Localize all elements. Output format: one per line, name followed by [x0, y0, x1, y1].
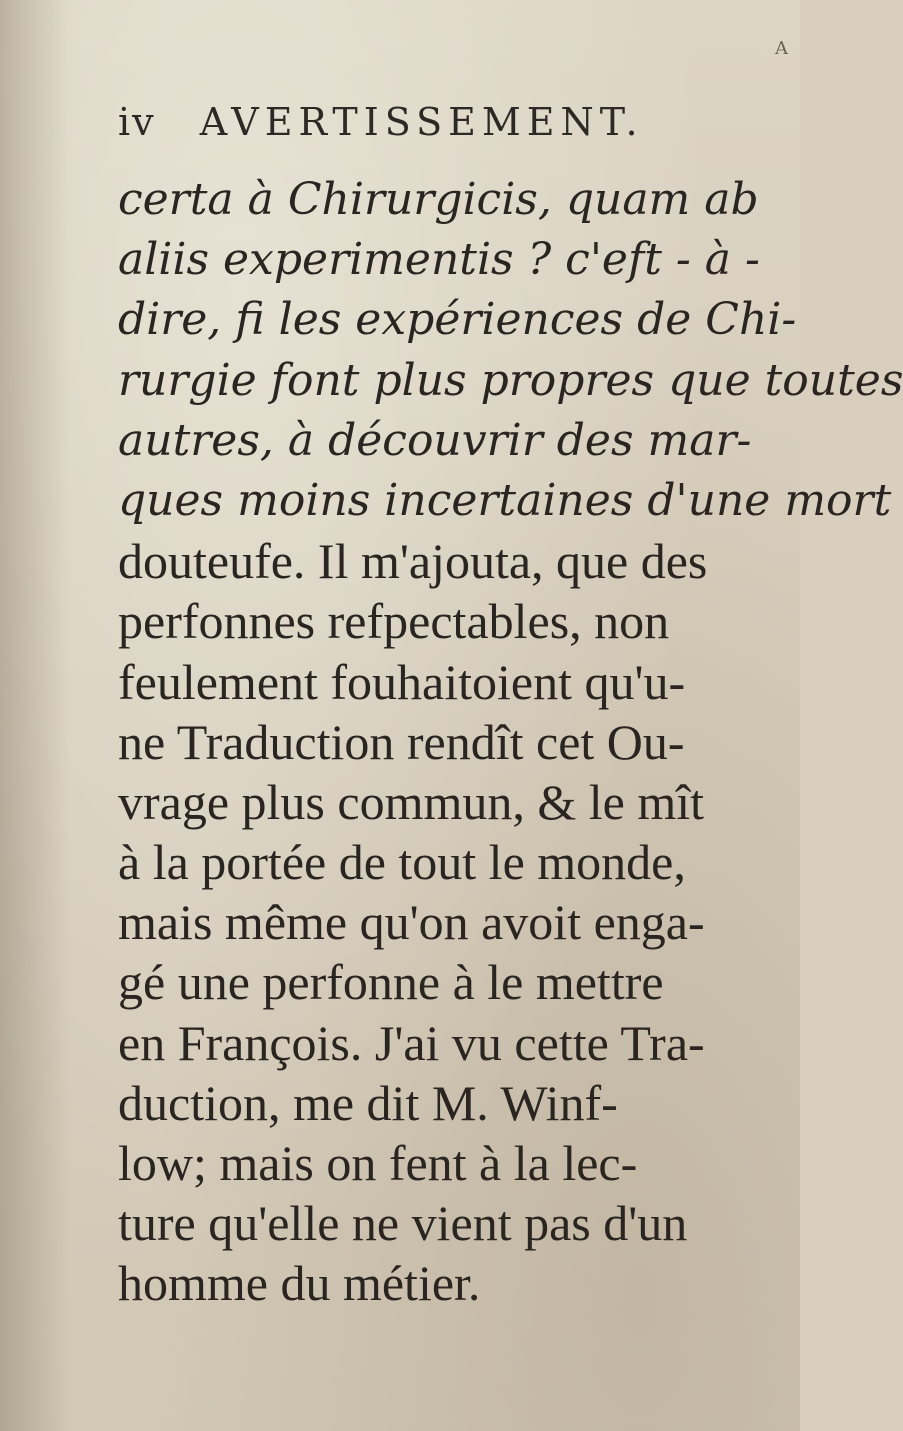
text-line: duction, me dit M. Winf-	[118, 1074, 618, 1131]
page-header	[118, 100, 738, 160]
binding-shadow	[0, 0, 70, 1431]
text-line: dire, fi les expériences de Chi-	[118, 294, 797, 346]
text-line: certa à Chirurgicis, quam ab	[118, 174, 759, 225]
body-text	[118, 170, 903, 1314]
corner-mark: A	[775, 38, 788, 59]
text-line: ques moins incertaines d'une mort	[118, 474, 892, 526]
text-line: autres, à découvrir des mar-	[118, 414, 752, 466]
running-head: AVERTISSEMENT.	[199, 100, 644, 144]
text-line: gé une perfonne à le mettre	[118, 954, 664, 1011]
text-line: vrage plus commun, & le mît	[118, 773, 705, 830]
text-line: feulement fouhaitoient qu'u-	[118, 653, 686, 710]
text-line: douteufe. Il m'ajouta, que des	[118, 533, 708, 590]
text-line: ne Traduction rendît cet Ou-	[118, 713, 685, 770]
text-line: mais même qu'on avoit enga-	[118, 894, 705, 951]
text-line: en François. J'ai vu cette Tra-	[118, 1014, 705, 1071]
folio: iv	[118, 100, 156, 144]
text-line: à la portée de tout le monde,	[118, 834, 686, 891]
text-line: low; mais on fent à la lec-	[118, 1135, 638, 1191]
text-line: ture qu'elle ne vient pas d'un	[118, 1195, 688, 1252]
text-line: rurgie font plus propres que toutes	[118, 354, 903, 406]
text-line: aliis experimentis ? c'eft - à -	[118, 234, 760, 286]
text-line: perfonnes refpectables, non	[118, 593, 670, 650]
text-line: homme du métier.	[118, 1255, 481, 1312]
